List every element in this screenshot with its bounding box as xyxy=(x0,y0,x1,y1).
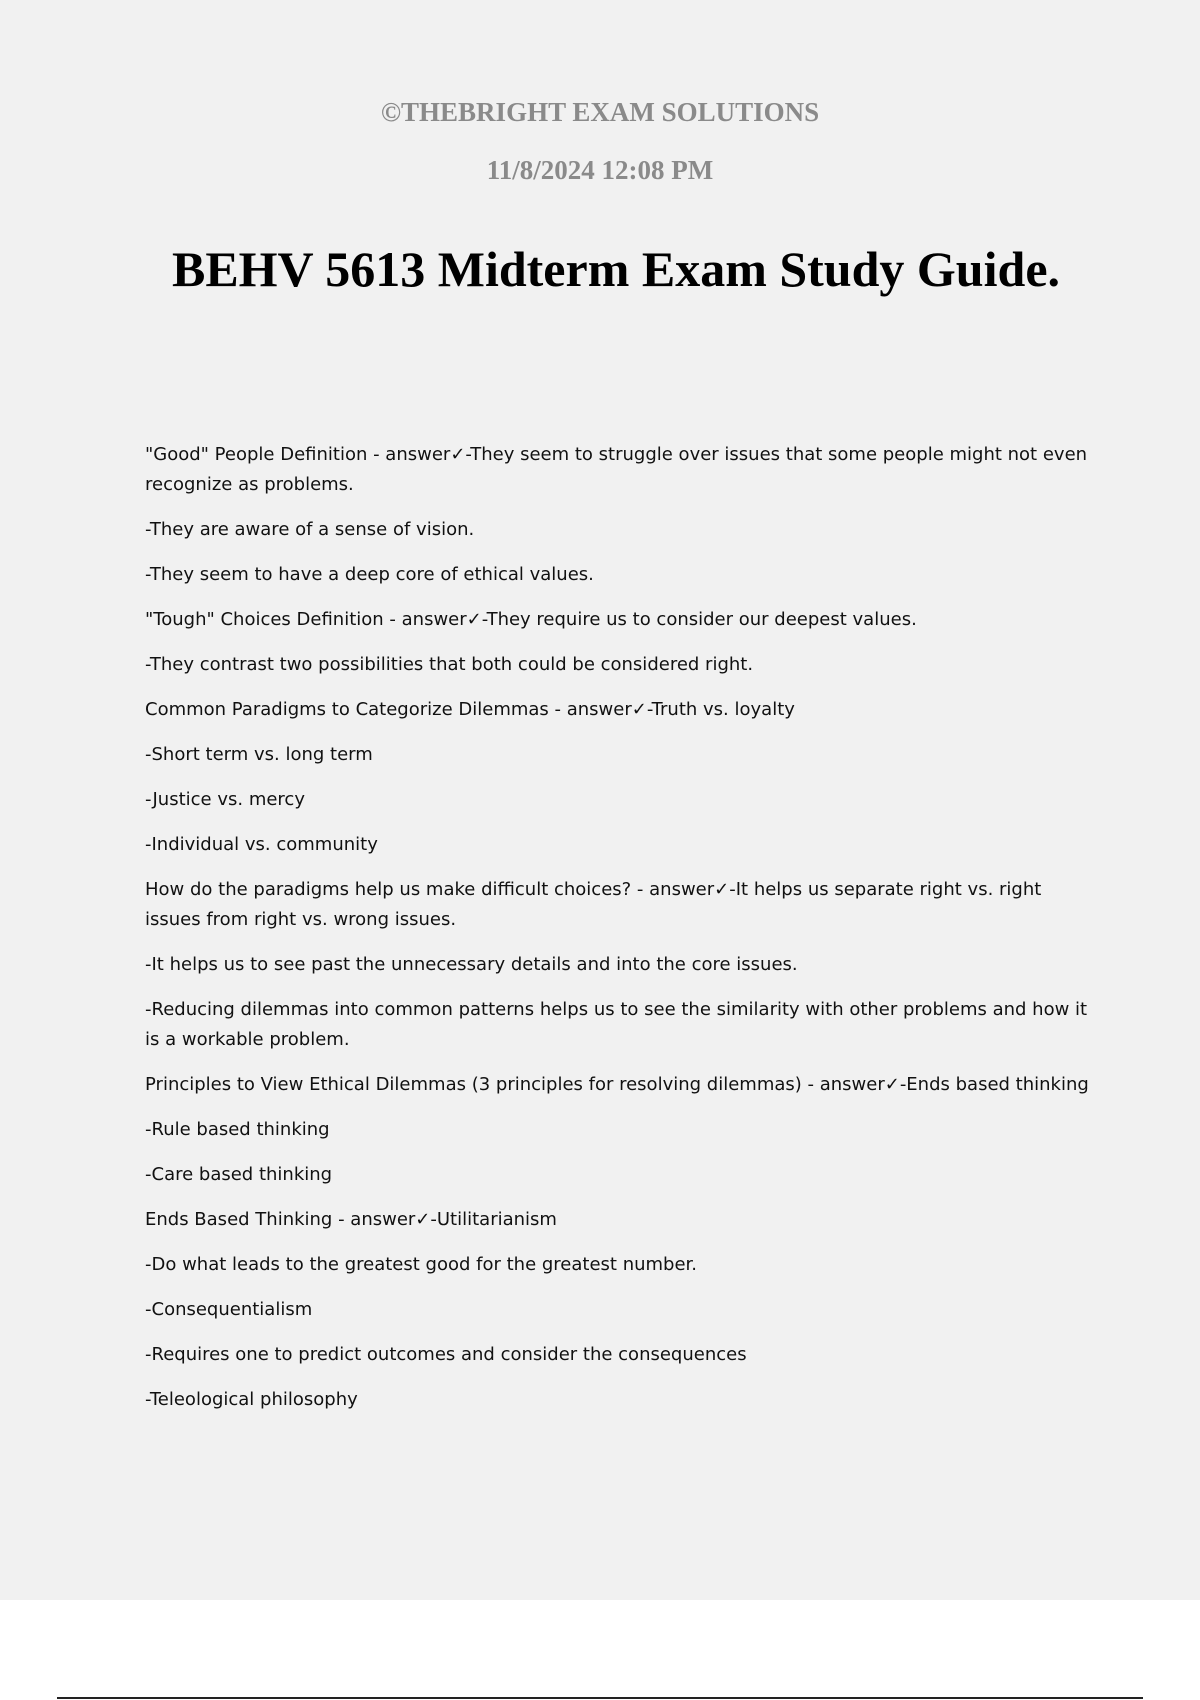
text-line: -It helps us to see past the unnecessary details and into the core issues. xyxy=(145,954,798,975)
text-line: "Tough" Choices Definition - answer✓-They require us to consider our deepest values. xyxy=(145,609,917,630)
text-line: -Care based thinking xyxy=(145,1164,333,1185)
text-line: -Rule based thinking xyxy=(145,1119,330,1140)
text-line: -Consequentialism xyxy=(145,1299,313,1320)
text-line: Common Paradigms to Categorize Dilemmas - answer✓-Truth vs. loyalty xyxy=(145,699,795,720)
text-line: -Justice vs. mercy xyxy=(145,789,305,810)
text-line: -Teleological philosophy xyxy=(145,1389,358,1410)
document-title: BEHV 5613 Midterm Exam Study Guide. xyxy=(171,241,1061,297)
text-line: How do the paradigms help us make difficult choices? - answer✓-It helps us separate right vs. right issues from right vs. wrong issues. xyxy=(145,879,1042,930)
text-line: -Requires one to predict outcomes and consider the consequences xyxy=(145,1344,747,1365)
text-line: Principles to View Ethical Dilemmas (3 principles for resolving dilemmas) - answer✓-Ends based thinking xyxy=(145,1074,1089,1095)
text-line: -They seem to have a deep core of ethical values. xyxy=(145,564,594,585)
text-line: -Reducing dilemmas into common patterns helps us to see the similarity with other problems and how it is a workable problem. xyxy=(145,999,1088,1050)
watermark-text: ©THEBRIGHT EXAM SOLUTIONS xyxy=(380,97,820,127)
timestamp-text: 11/8/2024 12:08 PM xyxy=(486,155,714,185)
text-line: -They contrast two possibilities that both could be considered right. xyxy=(145,654,754,675)
text-line: "Good" People Definition - answer✓-They seem to struggle over issues that some people might not even recognize as problems. xyxy=(145,444,1088,495)
footer-divider xyxy=(57,1697,1143,1699)
text-line: Ends Based Thinking - answer✓-Utilitarianism xyxy=(145,1209,557,1230)
text-line: -Short term vs. long term xyxy=(145,744,373,765)
text-line: -Do what leads to the greatest good for the greatest number. xyxy=(145,1254,698,1275)
text-line: -Individual vs. community xyxy=(145,834,378,855)
text-line: -They are aware of a sense of vision. xyxy=(145,519,475,540)
study-guide-body xyxy=(145,440,1100,1430)
